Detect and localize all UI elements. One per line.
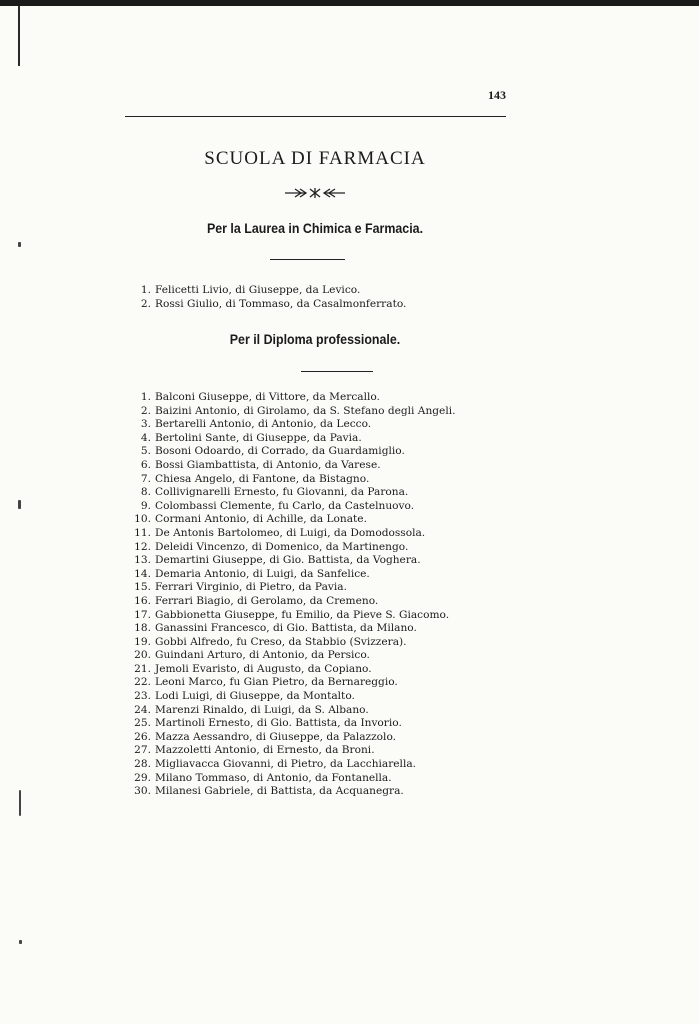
list-item bbox=[120, 445, 455, 459]
list-item bbox=[120, 513, 455, 527]
list-item bbox=[120, 418, 455, 432]
list-item bbox=[120, 731, 455, 745]
list-item bbox=[120, 595, 455, 609]
entry-number: 20. bbox=[134, 649, 151, 662]
entry-number: 27. bbox=[134, 744, 151, 757]
list-item bbox=[120, 500, 455, 514]
list-item bbox=[120, 717, 455, 731]
entry-number: 3. bbox=[140, 418, 151, 431]
entry-text: Mazzoletti Antonio, di Ernesto, da Broni. bbox=[155, 744, 375, 757]
list-item bbox=[120, 744, 455, 758]
list-item bbox=[120, 527, 455, 541]
entry-text: Bertolini Sante, di Giuseppe, da Pavia. bbox=[155, 431, 362, 444]
list-item bbox=[120, 298, 406, 312]
entry-text: Leoni Marco, fu Gian Pietro, da Bernareggio. bbox=[155, 676, 398, 689]
list-item bbox=[120, 554, 455, 568]
entry-number: 25. bbox=[134, 717, 151, 730]
binding-edge-mark bbox=[18, 6, 20, 66]
entry-number: 2. bbox=[140, 297, 151, 310]
page-number: 143 bbox=[488, 88, 506, 102]
entry-number: 21. bbox=[134, 662, 151, 675]
entry-text: De Antonis Bartolomeo, di Luigi, da Domodossola. bbox=[155, 526, 426, 539]
entry-text: Colombassi Clemente, fu Carlo, da Castelnuovo. bbox=[155, 499, 415, 512]
entry-number: 13. bbox=[134, 554, 151, 567]
list-item bbox=[120, 568, 455, 582]
section-rule bbox=[301, 371, 373, 372]
diploma-list bbox=[120, 391, 455, 799]
list-item bbox=[120, 284, 406, 298]
list-item bbox=[120, 758, 455, 772]
entry-text: Jemoli Evaristo, di Augusto, da Copiano. bbox=[155, 662, 372, 675]
entry-text: Gabbionetta Giuseppe, fu Emilio, da Pieve S. Giacomo. bbox=[155, 608, 450, 621]
section-heading-laurea: Per la Laurea in Chimica e Farmacia. bbox=[206, 221, 424, 236]
entry-number: 15. bbox=[134, 581, 151, 594]
page-top-border bbox=[0, 0, 699, 6]
scan-speck bbox=[18, 242, 21, 247]
entry-number: 11. bbox=[134, 526, 151, 539]
entry-number: 30. bbox=[134, 785, 151, 798]
list-item bbox=[120, 772, 455, 786]
entry-text: Ferrari Virginio, di Pietro, da Pavia. bbox=[155, 581, 347, 594]
entry-number: 14. bbox=[134, 567, 151, 580]
entry-number: 8. bbox=[140, 486, 151, 499]
list-item bbox=[120, 704, 455, 718]
entry-number: 26. bbox=[134, 730, 151, 743]
entry-number: 18. bbox=[134, 622, 151, 635]
list-item bbox=[120, 663, 455, 677]
entry-text: Baizini Antonio, di Girolamo, da S. Stefano degli Angeli. bbox=[155, 404, 456, 417]
list-item bbox=[120, 459, 455, 473]
entry-text: Bertarelli Antonio, di Antonio, da Lecco. bbox=[155, 418, 372, 431]
entry-number: 9. bbox=[140, 499, 151, 512]
list-item bbox=[120, 391, 455, 405]
entry-text: Balconi Giuseppe, di Vittore, da Mercallo. bbox=[155, 391, 380, 403]
entry-number: 28. bbox=[134, 758, 151, 771]
entry-text: Lodi Luigi, di Giuseppe, da Montalto. bbox=[155, 690, 355, 703]
entry-text: Collivignarelli Ernesto, fu Giovanni, da Parona. bbox=[155, 486, 409, 499]
entry-number: 2. bbox=[140, 404, 151, 417]
entry-number: 24. bbox=[134, 703, 151, 716]
entry-text: Chiesa Angelo, di Fantone, da Bistagno. bbox=[155, 472, 370, 485]
entry-text: Rossi Giulio, di Tommaso, da Casalmonferrato. bbox=[155, 297, 407, 310]
entry-number: 7. bbox=[140, 472, 151, 485]
entry-number: 12. bbox=[134, 540, 151, 553]
list-item bbox=[120, 405, 455, 419]
entry-number: 4. bbox=[140, 431, 151, 444]
entry-text: Cormani Antonio, di Achille, da Lonate. bbox=[155, 513, 367, 526]
entry-text: Migliavacca Giovanni, di Pietro, da Lacchiarella. bbox=[155, 758, 417, 771]
list-item bbox=[120, 785, 455, 799]
list-item bbox=[120, 676, 455, 690]
entry-text: Demaria Antonio, di Luigi, da Sanfelice. bbox=[155, 567, 370, 580]
list-item bbox=[120, 622, 455, 636]
page-title: SCUOLA DI FARMACIA bbox=[204, 148, 426, 169]
entry-text: Bossi Giambattista, di Antonio, da Varese. bbox=[155, 458, 381, 471]
entry-text: Ganassini Francesco, di Gio. Battista, da Milano. bbox=[155, 622, 417, 635]
entry-text: Milanesi Gabriele, di Battista, da Acquanegra. bbox=[155, 785, 404, 798]
entry-text: Deleidi Vincenzo, di Domenico, da Martinengo. bbox=[155, 540, 409, 553]
entry-text: Martinoli Ernesto, di Gio. Battista, da Invorio. bbox=[155, 717, 402, 730]
entry-number: 22. bbox=[134, 676, 151, 689]
entry-text: Ferrari Biagio, di Gerolamo, da Cremeno. bbox=[155, 594, 379, 607]
list-item bbox=[120, 432, 455, 446]
list-item bbox=[120, 636, 455, 650]
list-item bbox=[120, 581, 455, 595]
scan-speck bbox=[19, 940, 22, 944]
laurea-list bbox=[120, 284, 406, 311]
ornament-divider-icon bbox=[283, 186, 347, 200]
entry-number: 1. bbox=[140, 391, 151, 403]
section-heading-diploma: Per il Diploma professionale. bbox=[229, 332, 401, 347]
entry-text: Guindani Arturo, di Antonio, da Persico. bbox=[155, 649, 370, 662]
entry-text: Marenzi Rinaldo, di Luigi, da S. Albano. bbox=[155, 703, 369, 716]
list-item bbox=[120, 649, 455, 663]
list-item bbox=[120, 486, 455, 500]
entry-number: 16. bbox=[134, 594, 151, 607]
entry-text: Mazza Aessandro, di Giuseppe, da Palazzolo. bbox=[155, 730, 397, 743]
entry-text: Milano Tommaso, di Antonio, da Fontanella. bbox=[155, 771, 392, 784]
entry-number: 29. bbox=[134, 771, 151, 784]
entry-number: 5. bbox=[140, 445, 151, 458]
entry-text: Bosoni Odoardo, di Corrado, da Guardamiglio. bbox=[155, 445, 405, 458]
entry-number: 10. bbox=[134, 513, 151, 526]
list-item bbox=[120, 609, 455, 623]
list-item bbox=[120, 473, 455, 487]
section-rule bbox=[270, 259, 345, 260]
scan-speck bbox=[19, 790, 21, 816]
scan-speck bbox=[18, 500, 21, 509]
entry-number: 17. bbox=[134, 608, 151, 621]
entry-text: Demartini Giuseppe, di Gio. Battista, da Voghera. bbox=[155, 554, 421, 567]
header-rule bbox=[125, 116, 506, 117]
list-item bbox=[120, 541, 455, 555]
entry-number: 23. bbox=[134, 690, 151, 703]
entry-number: 1. bbox=[140, 284, 151, 296]
entry-number: 6. bbox=[140, 458, 151, 471]
entry-text: Felicetti Livio, di Giuseppe, da Levico. bbox=[155, 284, 361, 296]
list-item bbox=[120, 690, 455, 704]
entry-number: 19. bbox=[134, 635, 151, 648]
entry-text: Gobbi Alfredo, fu Creso, da Stabbio (Svizzera). bbox=[155, 635, 407, 648]
